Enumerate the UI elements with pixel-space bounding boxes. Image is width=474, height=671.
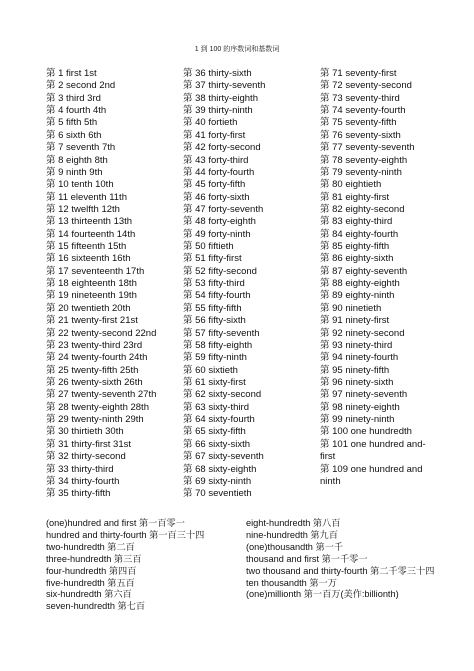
ordinal-entry: 第 97 ninety-seventh [320,389,408,401]
ordinal-entry: 第 84 eighty-fourth [320,228,399,240]
ordinal-entry: 第 82 eighty-second [320,203,405,215]
ordinal-entry: 第 93 ninety-third [320,339,393,351]
ordinal-entry: 第 95 ninety-fifth [320,364,390,376]
ordinal-entry: 第 80 eightieth [320,179,382,191]
ordinal-entry: 第 68 sixty-eighth [183,463,257,475]
ordinal-entry: 第 17 seventeenth 17th [46,265,145,277]
ordinal-entry: 第 18 eighteenth 18th [46,278,137,290]
ordinal-entry: 第 29 twenty-ninth 29th [46,414,144,426]
ordinal-entry: 第 81 eighty-first [320,191,390,203]
ordinal-entry: 第 31 thirty-first 31st [46,438,131,450]
ordinal-entry: 第 64 sixty-fourth [183,414,255,426]
ordinal-entry: 第 92 ninety-second [320,327,405,339]
ordinal-entry: 第 101 one hundred and-first [320,438,426,463]
ordinal-entry: 第 24 twenty-fourth 24th [46,352,148,364]
ordinal-entry: 第 42 forty-second [183,142,261,154]
ordinal-entry: 第 87 eighty-seventh [320,265,408,277]
ordinal-phrase: (one)hundred and first 第一百零一 [46,518,185,528]
ordinal-entry: 第 7 seventh 7th [46,142,116,154]
ordinal-entry: 第 78 seventy-eighth [320,154,408,166]
ordinal-entry: 第 99 ninety-ninth [320,414,395,426]
ordinal-entry: 第 40 fortieth [183,117,238,129]
ordinal-entry: 第 71 seventy-first [320,68,397,79]
ordinal-entry: 第 35 thirty-fifth [46,488,111,500]
ordinal-entry: 第 12 twelfth 12th [46,203,120,215]
document-title: 1 到 100 的序数词和基数词 [194,46,280,53]
ordinal-entry: 第 66 sixty-sixth [183,438,251,450]
ordinal-entry: 第 48 forty-eighth [183,216,256,228]
ordinal-entry: 第 13 thirteenth 13th [46,216,133,228]
ordinal-entry: 第 50 fiftieth [183,241,234,253]
ordinal-phrase: (one)thousandth 第一千 [246,541,344,552]
ordinal-phrase: ten thousandth 第一万 [246,577,337,588]
ordinal-entry: 第 45 forty-fifth [183,179,246,191]
ordinal-entry: 第 8 eighth 8th [46,154,108,166]
ordinal-entry: 第 9 ninth 9th [46,166,103,178]
ordinal-entry: 第 56 fifty-sixth [183,315,246,327]
ordinal-entry: 第 1 first 1st [46,68,97,79]
ordinal-entry: 第 60 sixtieth [183,364,238,376]
ordinal-entry: 第 62 sixty-second [183,389,262,401]
ordinal-entry: 第 74 seventy-fourth [320,105,406,117]
ordinal-entry: 第 70 seventieth [183,488,252,500]
ordinal-entry: 第 98 ninety-eighth [320,401,400,413]
ordinal-entry: 第 47 forty-seventh [183,203,264,215]
ordinal-entry: 第 83 eighty-third [320,216,393,228]
ordinal-column-2 [183,68,317,501]
ordinal-phrase: thousand and first 第一千零一 [246,553,368,564]
ordinal-entry: 第 52 fifty-second [183,265,257,277]
ordinal-entry: 第 28 twenty-eighth 28th [46,401,149,413]
ordinal-entry: 第 73 seventy-third [320,92,400,104]
ordinal-entry: 第 79 seventy-ninth [320,166,402,178]
ordinal-entry: 第 91 ninety-first [320,315,390,327]
ordinal-entry: 第 49 forty-ninth [183,228,251,240]
ordinal-entry: 第 38 thirty-eighth [183,92,258,104]
ordinal-phrase: four-hundredth 第四百 [46,565,137,576]
ordinal-entry: 第 55 fifty-fifth [183,302,242,314]
ordinal-phrase: eight-hundredth 第八百 [246,518,341,528]
ordinal-entry: 第 46 forty-sixth [183,191,250,203]
ordinal-entry: 第 44 forty-fourth [183,166,255,178]
ordinal-entry: 第 54 fifty-fourth [183,290,251,302]
ordinal-entry: 第 4 fourth 4th [46,105,107,117]
ordinal-entry: 第 2 second 2nd [46,80,116,92]
ordinal-entry: 第 96 ninety-sixth [320,376,394,388]
ordinal-entry: 第 58 fifty-eighth [183,339,253,351]
bottom-list-left [46,518,246,613]
ordinal-entry: 第 6 sixth 6th [46,129,102,141]
ordinal-entry: 第 16 sixteenth 16th [46,253,131,265]
ordinal-phrase: three-hundredth 第三百 [46,553,142,564]
ordinal-entry: 第 30 thirtieth 30th [46,426,124,438]
ordinal-entry: 第 3 third 3rd [46,92,101,104]
ordinal-entry: 第 72 seventy-second [320,80,412,92]
ordinal-entry: 第 94 ninety-fourth [320,352,399,364]
ordinal-entry: 第 109 one hundred and ninth [320,463,423,487]
ordinal-entry: 第 22 twenty-second 22nd [46,327,157,339]
ordinal-entry: 第 77 seventy-seventh [320,142,415,154]
ordinal-entry: 第 76 seventy-sixth [320,129,401,141]
ordinal-entry: 第 10 tenth 10th [46,179,114,191]
ordinal-entry: 第 90 ninetieth [320,302,382,314]
ordinal-entry: 第 26 twenty-sixth 26th [46,376,143,388]
ordinal-phrase: seven-hundredth 第七百 [46,601,146,612]
ordinal-entry: 第 21 twenty-first 21st [46,315,138,327]
ordinal-entry: 第 41 forty-first [183,129,246,141]
ordinal-entry: 第 85 eighty-fifth [320,241,390,253]
ordinal-entry: 第 86 eighty-sixth [320,253,394,265]
ordinal-entry: 第 34 thirty-fourth [46,475,120,487]
ordinal-entry: 第 88 eighty-eighth [320,278,400,290]
ordinal-entry: 第 51 fifty-first [183,253,242,265]
ordinal-entry: 第 20 twentieth 20th [46,302,131,314]
ordinal-entry: 第 25 twenty-fifth 25th [46,364,139,376]
ordinal-entry: 第 14 fourteenth 14th [46,228,136,240]
ordinal-entry: 第 11 eleventh 11th [46,191,127,203]
ordinal-entry: 第 32 thirty-second [46,451,126,463]
ordinal-entry: 第 53 fifty-third [183,278,245,290]
ordinal-column-3 [320,68,438,488]
ordinal-entry: 第 69 sixty-ninth [183,475,252,487]
ordinal-entry: 第 89 eighty-ninth [320,290,395,302]
ordinal-entry: 第 27 twenty-seventh 27th [46,389,157,401]
ordinal-entry: 第 39 thirty-ninth [183,105,253,117]
ordinal-phrase: six-hundredth 第六百 [46,589,132,600]
ordinal-entry: 第 100 one hundredth [320,426,412,438]
ordinal-entry: 第 19 nineteenth 19th [46,290,137,302]
ordinal-entry: 第 23 twenty-third 23rd [46,339,143,351]
ordinal-entry: 第 43 forty-third [183,154,249,166]
ordinal-phrase: two-hundredth 第二百 [46,541,135,552]
ordinal-entry: 第 37 thirty-seventh [183,80,266,92]
ordinal-phrase: two thousand and thirty-fourth 第二千零三十四 [246,565,435,576]
ordinal-entry: 第 5 fifth 5th [46,117,98,129]
ordinal-phrase: nine-hundredth 第九百 [246,529,338,540]
ordinal-phrase: (one)millionth 第一百万(美作:billionth) [246,589,399,600]
ordinal-entry: 第 33 thirty-third [46,463,114,475]
ordinal-phrase: hundred and thirty-fourth 第一百三十四 [46,529,205,540]
ordinal-entry: 第 57 fifty-seventh [183,327,260,339]
ordinal-phrase: five-hundredth 第五百 [46,577,135,588]
ordinal-entry: 第 75 seventy-fifth [320,117,397,129]
bottom-list-right [246,518,436,601]
ordinal-entry: 第 63 sixty-third [183,401,249,413]
ordinal-entry: 第 65 sixty-fifth [183,426,246,438]
ordinal-entry: 第 36 thirty-sixth [183,68,252,79]
ordinal-entry: 第 59 fifty-ninth [183,352,247,364]
ordinal-column-1 [46,68,180,501]
ordinal-entry: 第 15 fifteenth 15th [46,241,127,253]
ordinal-entry: 第 67 sixty-seventh [183,451,264,463]
ordinal-entry: 第 61 sixty-first [183,376,246,388]
